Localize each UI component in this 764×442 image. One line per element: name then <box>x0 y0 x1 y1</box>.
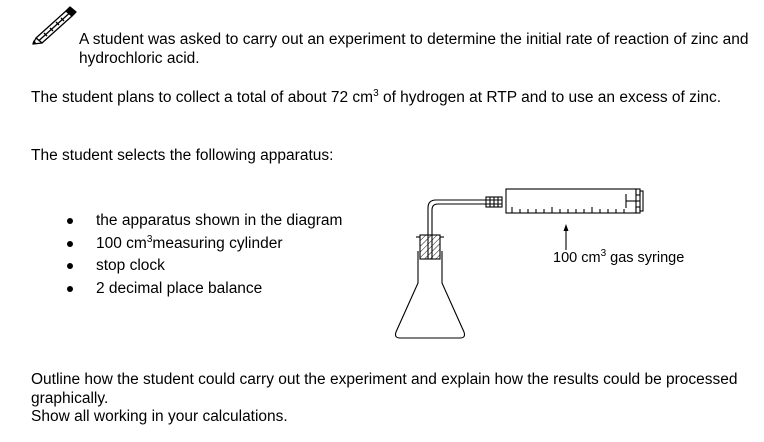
plan-text: The student plans to collect a total of about 72 $cm^3$ of hydrogen at RTP and to use an excess of zinc. <box>31 88 721 106</box>
conical-flask <box>396 251 465 338</box>
bullet-icon <box>67 241 73 247</box>
working-instruction: Show all working in your calculations. <box>31 408 288 425</box>
task-text: Outline how the student could carry out the experiment and explain how the results could be processed graphically. <box>31 371 738 407</box>
gas-syringe-label: 100 $cm^3$ gas syringe <box>553 248 685 266</box>
list-item: 2 decimal place balance <box>64 279 342 302</box>
syringe-scale <box>512 207 624 213</box>
bung <box>420 235 440 259</box>
list-item: the apparatus shown in the diagram <box>64 211 342 234</box>
list-item: 100 $cm^3measuring$ cylinder <box>64 234 342 257</box>
apparatus-intro: The student selects the following apparatus: <box>31 147 334 164</box>
bullet-icon <box>67 218 73 224</box>
bullet-icon <box>67 263 73 269</box>
bullet-icon <box>67 286 73 292</box>
apparatus-list <box>64 211 342 301</box>
list-item: stop clock <box>64 256 342 279</box>
intro-text: A student was asked to carry out an experiment to determine the initial rate of reaction of zinc and hydrochloric acid. <box>79 31 749 67</box>
